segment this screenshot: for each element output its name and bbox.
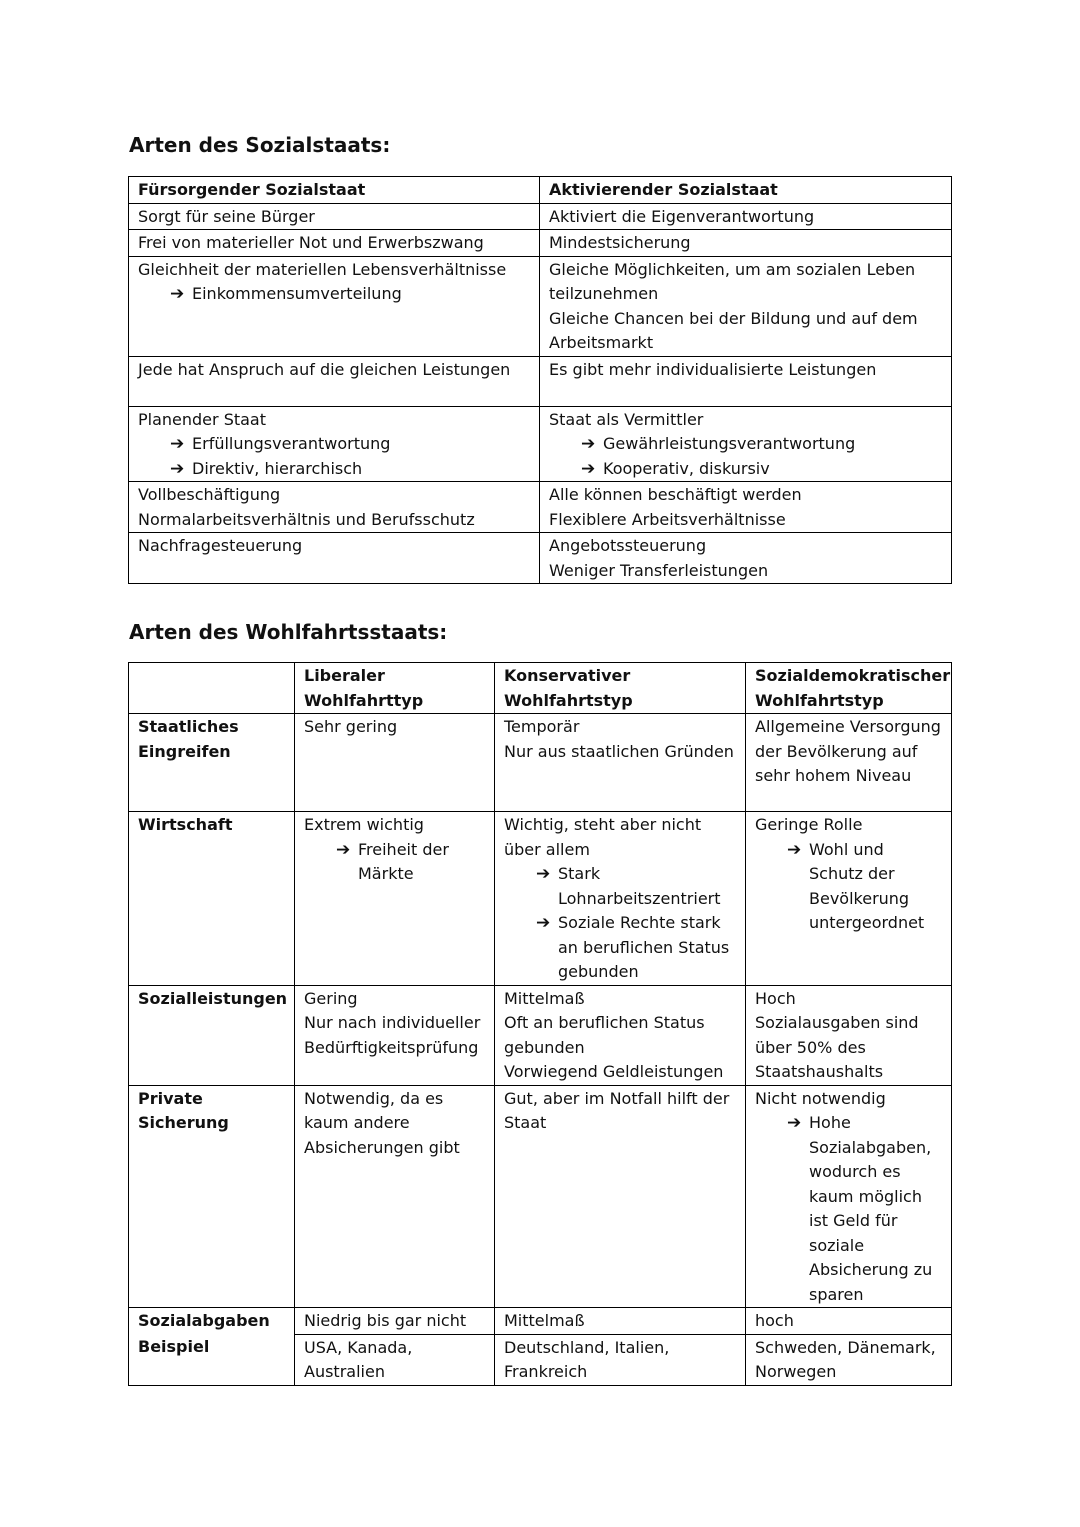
header-konservativ: Konservativer Wohlfahrtstyp (495, 663, 746, 714)
cell-empty (129, 663, 295, 714)
cell-text: Normalarbeitsverhältnis und Berufsschutz (138, 509, 475, 529)
cell-text: Alle können beschäftigt werden (549, 485, 802, 504)
table-row (129, 356, 952, 406)
cell (495, 985, 746, 1085)
row-label: Private Sicherung (129, 1085, 295, 1308)
cell (129, 256, 540, 356)
table-row (129, 985, 952, 1085)
cell: Es gibt mehr individualisierte Leistungen (540, 356, 952, 406)
header-fuersorgend: Fürsorgender Sozialstaat (129, 177, 540, 204)
cell-text: Temporär (504, 717, 580, 736)
cell (746, 1085, 952, 1308)
cell: Allgemeine Versorgung der Bevölkerung auf sehr hohem Niveau (746, 714, 952, 812)
arrow-item (138, 457, 530, 482)
cell-text: Hoch (755, 988, 796, 1008)
arrow-item (549, 457, 942, 482)
cell-text: Gleiche Chancen bei der Bildung und auf dem Arbeitsmarkt (549, 308, 918, 352)
table-row (129, 1334, 952, 1385)
table-row (129, 256, 952, 356)
cell (129, 406, 540, 482)
cell: Aktiviert die Eigenverantwortung (540, 203, 952, 230)
cell-text: Flexiblere Arbeitsverhältnisse (549, 509, 786, 529)
table-row (129, 714, 952, 812)
heading-wohlfahrtsstaat: Arten des Wohlfahrtsstaats: (129, 620, 448, 644)
cell: Notwendig, da es kaum andere Absicherungen gibt (295, 1085, 495, 1308)
cell-text: Gleichheit der materiellen Lebensverhältnisse (138, 259, 507, 279)
table-row (129, 203, 952, 230)
cell: Sorgt für seine Bürger (129, 203, 540, 230)
arrow-icon: ➔ (170, 284, 185, 304)
cell (495, 812, 746, 986)
cell (540, 533, 952, 584)
arrow-item (138, 432, 530, 457)
cell-text: Extrem wichtig (304, 815, 424, 834)
cell-text: Vorwiegend Geldleistungen (504, 1062, 724, 1081)
cell: Nachfragesteuerung (129, 533, 540, 584)
table-sozialstaat (128, 176, 952, 584)
arrow-item-text: Direktiv, hierarchisch (192, 458, 363, 478)
arrow-item (755, 838, 942, 936)
arrow-item (549, 432, 942, 457)
cell: Mindestsicherung (540, 230, 952, 257)
cell-text: Vollbeschäftigung (138, 485, 281, 504)
cell-text: Nur nach individueller Bedürftigkeitsprüfung (304, 1013, 481, 1057)
cell-text: Sozialausgaben sind über 50% des Staatshaushalts (755, 1013, 919, 1081)
cell: hoch (746, 1308, 952, 1335)
cell-text: Angebotssteuerung (549, 536, 707, 555)
arrow-item-text: Kooperativ, diskursiv (603, 458, 770, 478)
arrow-icon: ➔ (787, 839, 802, 860)
cell-text: Geringe Rolle (755, 815, 863, 834)
header-liberal: Liberaler Wohlfahrttyp (295, 663, 495, 714)
table-row (129, 533, 952, 584)
cell: Sehr gering (295, 714, 495, 812)
cell-text: Wichtig, steht aber nicht über allem (504, 815, 702, 859)
arrow-item (138, 282, 530, 307)
row-label: Sozialabgaben (129, 1308, 295, 1335)
cell: Niedrig bis gar nicht (295, 1308, 495, 1335)
cell: Schweden, Dänemark, Norwegen (746, 1334, 952, 1385)
header-aktivierend: Aktivierender Sozialstaat (540, 177, 952, 204)
row-label: Sozialleistungen (129, 985, 295, 1085)
arrow-item-text: Einkommensumverteilung (192, 284, 402, 303)
row-label: Beispiel (129, 1334, 295, 1385)
header-sozialdemokratisch: Sozialdemokratischer Wohlfahrtstyp (746, 663, 952, 714)
cell-text: Nur aus staatlichen Gründen (504, 741, 734, 761)
arrow-item (304, 838, 485, 887)
cell-text: Nicht notwendig (755, 1088, 886, 1108)
cell: Gut, aber im Notfall hilft der Staat (495, 1085, 746, 1308)
cell-text: Weniger Transferleistungen (549, 560, 769, 580)
table-row (129, 482, 952, 533)
table-row (129, 812, 952, 986)
arrow-icon: ➔ (170, 458, 185, 479)
arrow-item (504, 862, 736, 911)
arrow-icon: ➔ (536, 864, 551, 884)
cell (540, 406, 952, 482)
cell (129, 482, 540, 533)
arrow-icon: ➔ (581, 434, 596, 454)
cell: Jede hat Anspruch auf die gleichen Leistungen (129, 356, 540, 406)
arrow-icon: ➔ (787, 1113, 802, 1133)
arrow-item-text: Erfüllungsverantwortung (192, 434, 391, 453)
cell-text: Planender Staat (138, 409, 266, 429)
cell-text: Gering (304, 988, 358, 1008)
arrow-item (755, 1111, 942, 1307)
cell (540, 256, 952, 356)
arrow-item-text: Freiheit der Märkte (358, 839, 449, 883)
cell (495, 714, 746, 812)
cell-text: Gleiche Möglichkeiten, um am sozialen Leben teilzunehmen (549, 259, 916, 303)
arrow-item-text: Gewährleistungsverantwortung (603, 434, 856, 453)
cell (295, 985, 495, 1085)
arrow-icon: ➔ (536, 913, 551, 933)
row-label: Wirtschaft (129, 812, 295, 986)
heading-sozialstaat: Arten des Sozialstaats: (129, 133, 391, 157)
table-row (129, 1085, 952, 1308)
arrow-icon: ➔ (581, 458, 596, 479)
cell (540, 482, 952, 533)
cell: Deutschland, Italien, Frankreich (495, 1334, 746, 1385)
arrow-item-text: Stark Lohnarbeitszentriert (558, 864, 721, 908)
arrow-icon: ➔ (170, 434, 185, 454)
cell (746, 985, 952, 1085)
cell-text: Staat als Vermittler (549, 409, 704, 429)
table-row (129, 230, 952, 257)
cell: Frei von materieller Not und Erwerbszwang (129, 230, 540, 257)
arrow-item (504, 911, 736, 985)
cell (295, 812, 495, 986)
table-row (129, 1308, 952, 1335)
cell-text: Oft an beruflichen Status gebunden (504, 1013, 705, 1057)
arrow-item-text: Soziale Rechte stark an beruflichen Status gebunden (558, 913, 730, 981)
cell: Mittelmaß (495, 1308, 746, 1335)
cell (746, 812, 952, 986)
table-row (129, 663, 952, 714)
row-label: Staatliches Eingreifen (129, 714, 295, 812)
table-row (129, 406, 952, 482)
arrow-item-text: Hohe Sozialabgaben, wodurch es kaum möglich ist Geld für soziale Absicherung zu sparen (809, 1113, 933, 1304)
table-row (129, 177, 952, 204)
table-wohlfahrtsstaat (128, 662, 952, 1386)
cell-text: Mittelmaß (504, 988, 585, 1008)
arrow-item-text: Wohl und Schutz der Bevölkerung untergeordnet (809, 839, 925, 932)
arrow-icon: ➔ (336, 839, 351, 860)
cell: USA, Kanada, Australien (295, 1334, 495, 1385)
